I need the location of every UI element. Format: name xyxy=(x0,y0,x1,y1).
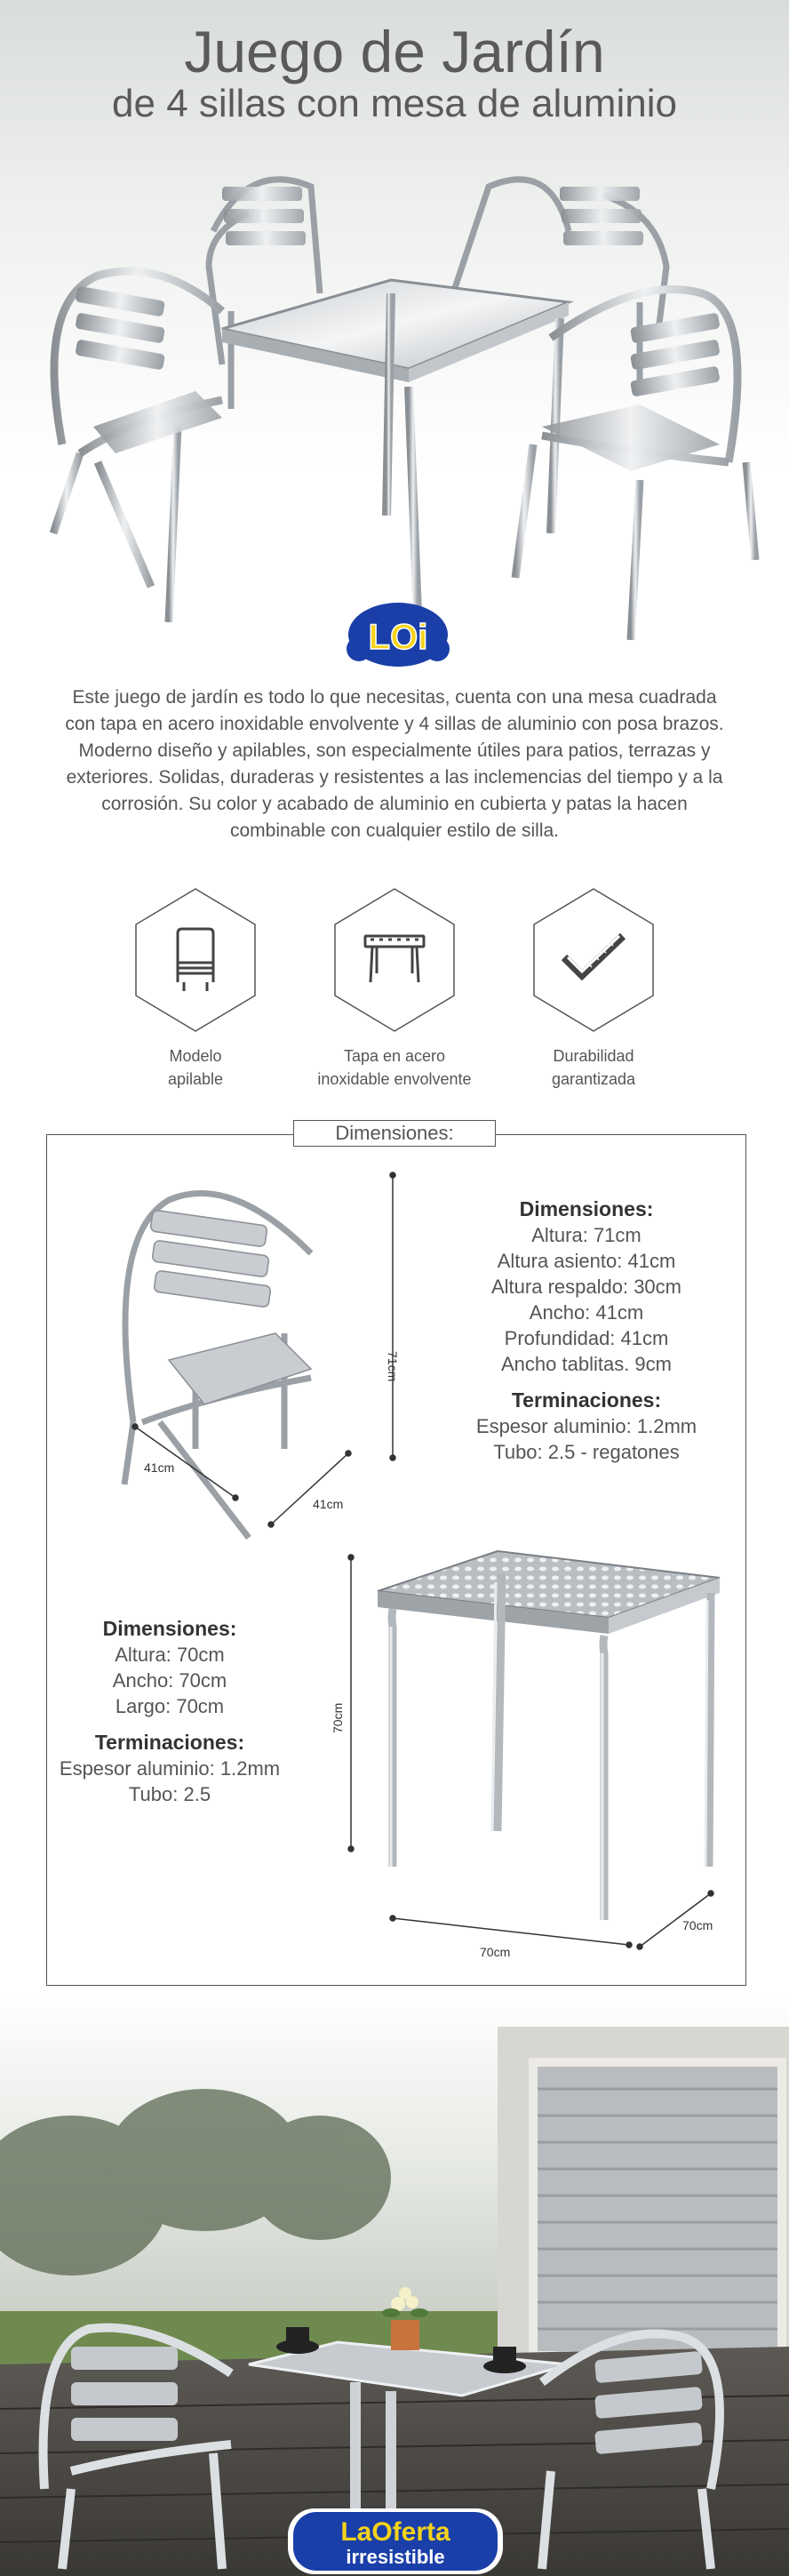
table-depth-label: 70cm xyxy=(682,1918,713,1932)
chair-spec-line: Altura asiento: 41cm xyxy=(497,1250,676,1272)
chair-finish-title: Terminaciones: xyxy=(511,1388,662,1412)
table-finish-title: Terminaciones: xyxy=(94,1731,245,1754)
chair-spec-line: Altura: 71cm xyxy=(531,1224,642,1246)
hero-section xyxy=(0,0,789,676)
table-spec-line: Ancho: 70cm xyxy=(112,1669,227,1692)
chair-specs-title: Dimensiones: xyxy=(519,1197,654,1220)
table-finish-line: Espesor aluminio: 1.2mm xyxy=(59,1757,281,1780)
store-logo-line1: LaOferta xyxy=(340,2517,450,2547)
feature-stainless-top xyxy=(306,884,483,1091)
chair-finish-line: Tubo: 2.5 - regatones xyxy=(493,1441,680,1463)
feature-stackable xyxy=(107,884,284,1091)
table-icon xyxy=(328,884,461,1036)
dimensions-header: Dimensiones: xyxy=(293,1120,496,1147)
table-specs-title: Dimensiones: xyxy=(102,1617,237,1640)
table-height-label: 70cm xyxy=(331,1702,345,1733)
table-finish-line: Tubo: 2.5 xyxy=(128,1783,211,1805)
chair-spec-line: Profundidad: 41cm xyxy=(504,1327,669,1349)
table-spec-line: Largo: 70cm xyxy=(115,1695,225,1717)
chair-height-label: 71cm xyxy=(386,1351,400,1382)
feature-label: Modelo apilable xyxy=(167,1047,224,1088)
page-subtitle: de 4 sillas con mesa de aluminio xyxy=(112,82,677,125)
page-title: Juego de Jardín xyxy=(184,19,605,84)
table-dimension-drawing xyxy=(338,1538,729,1964)
chair-specs xyxy=(462,1196,711,1465)
store-logo xyxy=(284,2507,506,2576)
chair-spec-line: Ancho tablitas. 9cm xyxy=(501,1353,672,1375)
chair-dimension-drawing xyxy=(107,1156,409,1564)
chair-depth-label: 41cm xyxy=(313,1497,344,1511)
table-width-label: 70cm xyxy=(480,1945,511,1959)
brand-logo-text: LOi xyxy=(368,618,428,657)
lifestyle-photo xyxy=(0,1991,789,2576)
stackable-chair-icon xyxy=(129,884,262,1036)
checkmark-icon xyxy=(527,884,660,1036)
feature-label: Durabilidad garantizada xyxy=(551,1047,636,1088)
table-spec-line: Altura: 70cm xyxy=(115,1644,225,1666)
feature-label: Tapa en acero inoxidable envolvente xyxy=(317,1047,472,1088)
product-description: Este juego de jardín es todo lo que necesitas, cuenta con una mesa cuadrada con tapa en acero inoxidable envolvente y 4 sillas de aluminio con posa brazos. Moderno diseño y apilables, son especialmente útiles para patios, terrazas y exteriores. Solidas, duraderas y resistentes a las inclemencias del tiempo y a la corrosión. Su color y acabado de aluminio en cubierta y patas la hacen combinable con cualquier estilo de silla. xyxy=(65,687,724,841)
feature-durability xyxy=(505,884,682,1091)
chair-finish-line: Espesor aluminio: 1.2mm xyxy=(475,1415,697,1437)
table-specs xyxy=(59,1616,281,1807)
product-illustration xyxy=(18,160,771,640)
chair-width-label: 41cm xyxy=(144,1460,175,1475)
chair-spec-line: Altura respaldo: 30cm xyxy=(491,1276,681,1298)
store-logo-line2: irresistible xyxy=(346,2546,445,2568)
brand-logo xyxy=(345,597,451,672)
chair-spec-line: Ancho: 41cm xyxy=(529,1301,644,1324)
